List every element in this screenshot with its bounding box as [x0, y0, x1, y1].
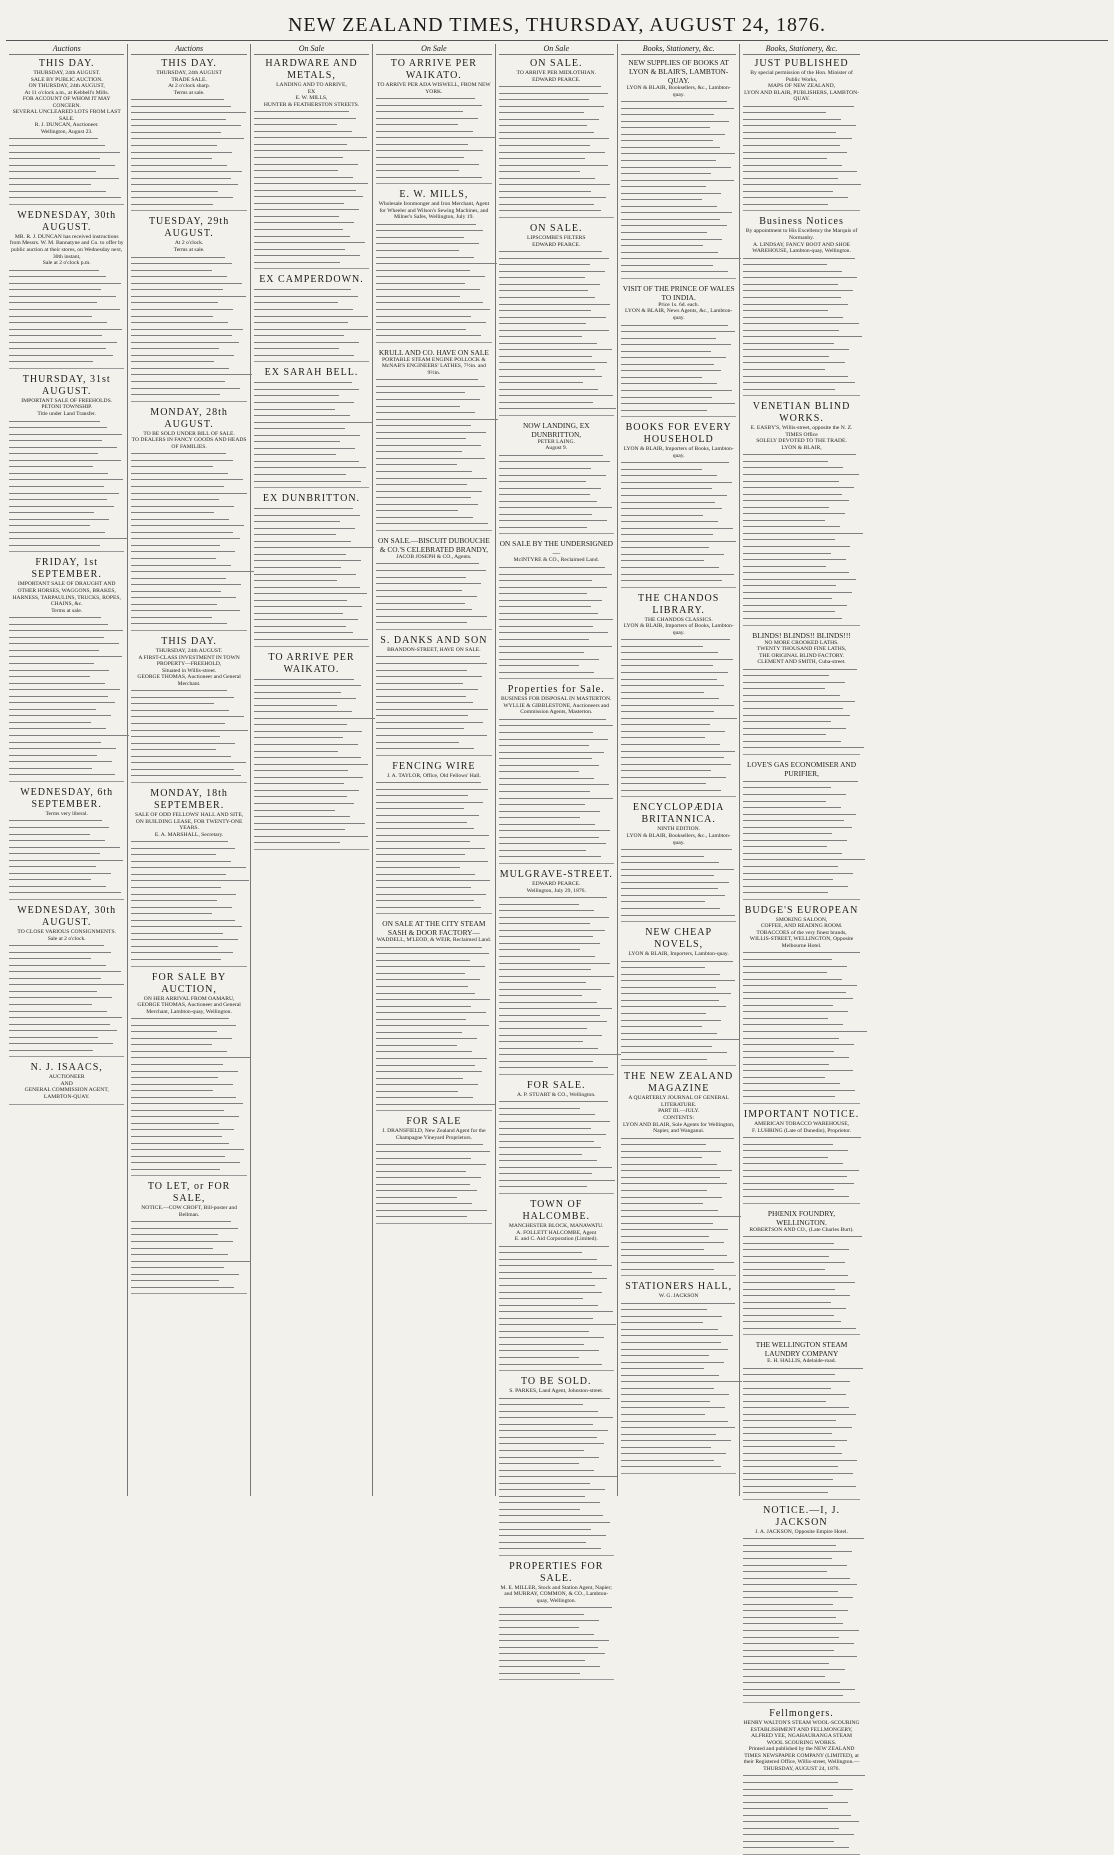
advertisement-line: WILLIS-STREET, WELLINGTON, Opposite Melbourne Hotel. — [749, 936, 854, 949]
advertisement-line: Situated in Willis-street. — [161, 667, 217, 674]
advertisement-heading: WEDNESDAY, 6th SEPTEMBER. — [20, 786, 114, 810]
advertisement-block — [743, 905, 859, 1104]
advertisement-line: AMERICAN TOBACCO WAREHOUSE, — [754, 1121, 850, 1128]
advertisement-block — [254, 652, 369, 850]
masthead-rule — [6, 40, 1108, 41]
text-line-decoration — [499, 207, 602, 214]
text-line-decoration — [9, 358, 93, 365]
footer-line: AUCTIONEER — [48, 1074, 85, 1081]
advertisement-line: TO ARRIVE PER MIDLOTHIAN. — [516, 70, 596, 76]
text-line-decoration — [131, 1284, 234, 1291]
advertisement-line: CONTENTS: — [663, 1115, 695, 1121]
advertisement-line: NINTH EDITION. — [657, 826, 701, 833]
advertisement-line: BRANDON-STREET, HAVE ON SALE. — [387, 646, 481, 653]
advertisement-block — [9, 210, 124, 369]
advertisement-line: MR. R. J. DUNCAN has received instructions from Messrs. W. M. Bannatyne and Co. to offer by public auction at their stores, on Wednesday next, 30th instant, — [9, 233, 124, 260]
advertisement-line: A QUARTERLY JOURNAL OF GENERAL LITERATURE. — [628, 1095, 729, 1108]
advertisement-heading: NEW CHEAP NOVELS, — [645, 927, 713, 951]
footer-line: LAMBTON-QUAY. — [43, 1094, 90, 1100]
text-line-decoration — [621, 1056, 708, 1063]
advertisement-block — [9, 787, 124, 900]
advertisement-line: LYON & BLAIR, News Agents, &c., Lambton-quay. — [625, 308, 733, 321]
text-line-decoration — [743, 889, 828, 896]
advertisement-block — [621, 1071, 736, 1276]
advertisement-line: IMPORTANT SALE OF DRAUGHT AND OTHER HORSES, WAGGONS, BRAKES, HARNESS, TARPAULINS, TRUCKS, ROPES, CHAINS, &c. — [12, 581, 121, 608]
advertisement-line: EX — [307, 88, 316, 95]
advertisement-block — [254, 58, 369, 269]
column-heading: Books, Stationery, &c. — [621, 44, 736, 55]
advertisement-line: Wholesale Ironmonger and Iron Merchant, Agent for Wheeler and Wilson's Sewing Machines, and Milner's Safes, Wellington, July 19. — [378, 201, 490, 221]
advertisement-line: By special permission of the Hon. Minister of Public Works, — [750, 70, 853, 83]
advertisement-line: E. EASBY'S, Willis-street, opposite the N. Z. TIMES Office — [750, 425, 853, 438]
advertisement-line: Wellington, July 29, 1876. — [526, 887, 586, 894]
column-5 — [496, 44, 618, 1604]
text-line-decoration — [499, 1670, 581, 1677]
advertisement-line: WADDELL, M'LEOD, & WEIR, Reclaimed Land. — [376, 937, 492, 944]
text-line-decoration — [621, 912, 735, 919]
advertisement-line: Terms at sale. — [173, 247, 205, 254]
text-line-decoration — [9, 771, 115, 778]
footer-line: AND — [60, 1080, 73, 1087]
advertisement-block — [743, 1340, 859, 1499]
advertisement-heading: VISIT OF THE PRINCE OF WALES TO INDIA. — [622, 283, 735, 302]
column-6 — [618, 44, 740, 1496]
advertisement-line: A. P. STUART & CO., Wellington. — [516, 1091, 596, 1098]
advertisement-line: Sale at 2 o'clock. — [47, 935, 86, 942]
advertisement-line: Terms at sale. — [51, 607, 83, 614]
advertisement-heading: WEDNESDAY, 30th AUGUST. — [17, 904, 117, 928]
advertisement-line: HUNTER & FEATHERSTON STREETS. — [263, 101, 360, 108]
advertisement-block — [131, 972, 246, 1177]
advertisement-block — [376, 761, 491, 914]
advertisement-line: LYON & BLAIR, Importers, Lambton-quay. — [628, 951, 729, 958]
advertisement-heading: NEW SUPPLIES OF BOOKS AT LYON & BLAIR'S, LAMBTON-QUAY. — [628, 58, 729, 85]
text-line-decoration — [254, 839, 341, 846]
advertisement-block — [499, 869, 614, 1075]
advertisement-line: A. FOLLETT HALCOMBE, Agent — [516, 1229, 597, 1236]
advertisement-line: August 9. — [545, 445, 568, 452]
advertisement-heading: THIS DAY. — [38, 58, 95, 69]
footer-advertisement — [9, 1062, 124, 1104]
advertisement-line: EDWARD PEARCE. — [532, 241, 581, 248]
advertisement-heading: TO ARRIVE PER WAIKATO. — [268, 651, 355, 675]
text-line-decoration — [743, 1489, 828, 1496]
text-line-decoration — [621, 268, 728, 275]
advertisement-heading: FENCING WIRE — [392, 760, 476, 772]
advertisement-block — [499, 1199, 614, 1371]
advertisement-line: THE CHANDOS CLASSICS. — [644, 616, 713, 623]
advertisement-block — [131, 58, 246, 211]
advertisement-line: TOBACCOES of the very finest brands, — [756, 929, 847, 936]
advertisement-heading: HARDWARE AND METALS, — [265, 58, 358, 81]
advertisement-heading: BLINDS! BLINDS!! BLINDS!!! — [752, 630, 851, 640]
advertisement-block — [499, 1376, 614, 1556]
footer-line: N. J. ISAACS, — [30, 1062, 103, 1074]
advertisement-block — [254, 274, 369, 362]
advertisement-block — [376, 536, 491, 630]
text-line-decoration — [131, 772, 241, 779]
text-line-decoration — [499, 669, 595, 676]
advertisement-heading: WEDNESDAY, 30th AUGUST. — [17, 209, 117, 233]
text-line-decoration — [743, 1325, 856, 1332]
advertisement-block — [743, 1109, 859, 1204]
advertisement-heading: THURSDAY, 31st AUGUST. — [22, 373, 111, 397]
text-line-decoration — [131, 1166, 220, 1173]
advertisement-heading: JUST PUBLISHED — [754, 58, 849, 69]
text-line-decoration — [743, 201, 828, 208]
advertisement-block — [376, 1116, 491, 1224]
advertisement-heading: FOR SALE. — [527, 1079, 586, 1091]
advertisement-line: Wellington, August 23. — [40, 128, 93, 135]
text-line-decoration — [254, 352, 354, 359]
advertisement-heading: MONDAY, 28th AUGUST. — [150, 406, 228, 430]
advertisement-line: ON HER ARRIVAL FROM OAMARU, — [143, 995, 235, 1002]
advertisement-line: At 2 o'clock. — [174, 240, 204, 247]
text-line-decoration — [254, 636, 368, 643]
advertisement-heading: PROPERTIES FOR SALE. — [509, 1560, 604, 1584]
advertisement-line: EDWARD PEARCE. — [532, 76, 581, 83]
advertisement-line: E. and C. Aid Corporation (Limited). — [514, 1236, 598, 1243]
advertisement-heading: FOR SALE BY AUCTION, — [151, 971, 227, 995]
advertisement-block — [621, 422, 736, 587]
advertisement-line: J. A. TAYLOR, Office, Old Fellows' Hall. — [386, 772, 481, 779]
advertisement-heading: TO BE SOLD. — [520, 1376, 592, 1388]
text-line-decoration — [254, 478, 361, 485]
advertisement-heading: EX SARAH BELL. — [264, 367, 359, 379]
advertisement-block — [376, 635, 491, 756]
advertisement-heading: IMPORTANT NOTICE. — [743, 1109, 860, 1121]
text-line-decoration — [376, 904, 481, 911]
columns — [6, 44, 1108, 1772]
advertisement-block — [9, 557, 124, 781]
advertisement-block — [499, 539, 614, 679]
advertisement-heading: FOR SALE — [406, 1116, 462, 1128]
advertisement-line: LYON AND BLAIR, PUBLISHERS, LAMBTON-QUAY. — [744, 89, 860, 103]
advertisement-block — [499, 223, 614, 416]
advertisement-line: TO BE SOLD UNDER BILL OF SALE. — [143, 430, 235, 437]
advertisement-line: LYON & BLAIR, Booksellers, &c., Lambton-quay. — [626, 832, 731, 846]
advertisement-heading: FRIDAY, 1st SEPTEMBER. — [31, 557, 102, 581]
advertisement-line: TRADE SALE. — [171, 76, 207, 83]
advertisement-line: Price 1s. 6d. each. — [658, 301, 699, 308]
advertisement-line: McINTYRE & CO., Reclaimed Land. — [513, 557, 599, 564]
advertisement-block — [499, 1080, 614, 1194]
advertisement-line: WYLLIE & GIBBLESTONE, Auctioneers and Commission Agents, Masterton. — [503, 702, 610, 716]
text-line-decoration — [743, 1193, 849, 1200]
advertisement-line: MANCHESTER BLOCK, MANAWATU. — [508, 1223, 604, 1230]
advertisement-block — [9, 905, 124, 1057]
text-line-decoration — [376, 1213, 467, 1220]
advertisement-line: Terms at sale. — [173, 89, 205, 96]
advertisement-block — [621, 593, 736, 798]
advertisement-heading: TOWN OF HALCOMBE. — [522, 1199, 591, 1223]
advertisement-block — [621, 284, 736, 417]
advertisement-line: PORTABLE STEAM ENGINE POLLOCK & McNAB'S ENGINEERS' LATHES, 7½in. and 9½in. — [381, 356, 486, 376]
advertisement-heading: THE WELLINGTON STEAM LAUNDRY COMPANY — [755, 1340, 848, 1359]
advertisement-heading: EX DUNBRITTON. — [262, 493, 361, 505]
text-line-decoration — [743, 1844, 849, 1851]
advertisement-heading: PHŒNIX FOUNDRY, WELLINGTON. — [767, 1208, 836, 1227]
text-line-decoration — [621, 1463, 721, 1470]
advertisement-heading: THIS DAY. — [161, 636, 217, 648]
advertisement-line: PETER LAING. — [537, 438, 575, 445]
advertisement-line: At 2 o'clock sharp. — [168, 83, 211, 90]
text-line-decoration — [499, 1545, 602, 1552]
text-line-decoration — [376, 174, 482, 181]
advertisement-block — [131, 788, 246, 967]
advertisement-block — [9, 374, 124, 553]
advertisement-heading: VENETIAN BLIND WORKS. — [752, 401, 851, 425]
advertisement-line: SALE OF ODD FELLOWS' HALL AND SITE, ON BUILDING LEASE, FOR TWENTY-ONE YEARS. — [135, 811, 244, 832]
advertisement-line: LIPSCOMBE'S FILTERS — [527, 235, 586, 242]
advertisement-line: LYON & BLAIR, Booksellers, &c., Lambton-quay. — [626, 85, 731, 98]
text-line-decoration — [621, 577, 722, 584]
text-line-decoration — [9, 889, 121, 896]
advertisement-line: SMOKING SALOON, — [775, 916, 828, 923]
text-line-decoration — [376, 332, 481, 339]
advertisement-line: E. W. MILLS, — [295, 95, 328, 102]
advertisement-line: TWENTY THOUSAND FINE LATHS, — [756, 646, 847, 653]
advertisement-line: ROBERTSON AND CO., (Late Charles Burt). — [749, 1226, 854, 1233]
advertisement-heading: BOOKS FOR EVERY HOUSEHOLD — [625, 422, 732, 446]
advertisement-line: PART III.—JULY. — [658, 1108, 700, 1115]
text-line-decoration — [376, 745, 474, 752]
advertisement-heading: Business Notices — [759, 216, 844, 228]
text-line-decoration — [254, 259, 341, 266]
column-heading: On Sale — [376, 44, 491, 55]
advertisement-heading: ON SALE. — [530, 223, 583, 235]
column-1 — [6, 44, 128, 1496]
text-line-decoration — [499, 853, 602, 860]
advertisement-line: THURSDAY, 24th AUGUST — [156, 70, 222, 76]
advertisement-line: LYON AND BLAIR, Sole Agents for Wellington, Napier, and Wanganui. — [622, 1121, 735, 1135]
advertisement-block — [254, 493, 369, 646]
text-line-decoration — [621, 407, 708, 414]
advertisement-line: NO MORE CROOKED LATHS. — [764, 639, 839, 646]
advertisement-line: JACOB JOSEPH & CO., Agents. — [396, 553, 472, 560]
column-heading: Books, Stationery, &c. — [743, 44, 859, 55]
advertisement-block — [621, 1281, 736, 1474]
advertisement-block — [743, 58, 859, 211]
text-line-decoration — [499, 1064, 609, 1071]
text-line-decoration — [376, 520, 488, 527]
advertisement-line: TO ARRIVE PER ADA WISWELL, FROM NEW YORK. — [377, 82, 491, 95]
advertisement-line: CLEMENT AND SMITH, Cuba-street. — [757, 659, 846, 666]
text-line-decoration — [621, 787, 721, 794]
advertisement-heading: THIS DAY. — [161, 58, 217, 69]
footer-line: GENERAL COMMISSION AGENT, — [24, 1087, 109, 1094]
advertisement-heading: BUDGE'S EUROPEAN — [744, 904, 859, 916]
advertisement-line: SOLELY DEVOTED TO THE TRADE. — [756, 438, 847, 445]
text-line-decoration — [376, 1101, 496, 1108]
advertisement-heading: ON SALE.—BISCUIT DUBOUCHE & CO.'S CELEBRATED BRANDY, — [377, 535, 490, 554]
advertisement-block — [743, 760, 859, 900]
advertisement-line: F. LUHRING (Late of Dunedin), Proprietor. — [752, 1127, 852, 1134]
advertisement-block — [376, 58, 491, 184]
text-line-decoration — [9, 1047, 93, 1054]
column-2 — [128, 44, 250, 1496]
advertisement-line: LYON & BLAIR, — [781, 444, 822, 451]
advertisement-line: Title under Land Transfer. — [37, 410, 96, 417]
advertisement-heading: Fellmongers. — [769, 1708, 834, 1720]
advertisement-line: Terms very liberal. — [45, 810, 88, 817]
column-heading: On Sale — [499, 44, 614, 55]
advertisement-line: BUSINESS FOR DISPOSAL IN MASTERTON. — [501, 696, 612, 703]
advertisement-line: HENRY WALTON'S STEAM WOOL-SCOURING ESTABLISHMENT AND FELLMONGERY, — [743, 1720, 860, 1733]
advertisement-line: COFFEE, AND READING ROOM. — [760, 923, 843, 930]
advertisement-line: J. A. JACKSON, Opposite Empire Hotel. — [755, 1528, 848, 1535]
text-line-decoration — [499, 405, 617, 412]
advertisement-line: S. PARKES, Land Agent, Johnston-street. — [509, 1388, 604, 1395]
advertisement-line: A FIRST-CLASS INVESTMENT IN TOWN PROPERTY—FREEHOLD, — [138, 654, 240, 668]
advertisement-heading: NOTICE.—I, J. JACKSON — [763, 1504, 840, 1528]
advertisement-block — [254, 367, 369, 488]
advertisement-block — [131, 407, 246, 631]
advertisement-block — [499, 684, 614, 864]
text-line-decoration — [131, 956, 221, 963]
advertisement-line: LANDING AND TO ARRIVE, — [276, 82, 347, 88]
advertisement-block — [621, 802, 736, 922]
advertisement-heading: ON SALE BY THE UNDERSIGNED— — [499, 539, 613, 558]
advertisement-line: THURSDAY, 24th AUGUST. — [33, 70, 101, 76]
advertisement-line: M. E. MILLER, Stock and Station Agent, Napier; and MURRAY, COMMON, & CO., Lambton-quay, Wellington. — [500, 1584, 612, 1604]
advertisement-heading: E. W. MILLS, — [399, 189, 469, 201]
column-4 — [373, 44, 495, 1496]
advertisement-block — [9, 58, 124, 205]
advertisement-block — [621, 927, 736, 1066]
advertisement-heading: EX CAMPERDOWN. — [259, 274, 364, 286]
advertisement-line: Sale at 2 o'clock p.m. — [42, 260, 91, 267]
advertisement-line: SALE BY PUBLIC AUCTION. — [30, 76, 103, 83]
column-3 — [251, 44, 373, 1496]
advertisement-line: TO DEALERS IN FANCY GOODS AND HEADS OF FAMILIES. — [131, 437, 247, 450]
advertisement-block — [499, 421, 614, 535]
advertisement-block — [743, 1708, 859, 1855]
text-line-decoration — [376, 619, 467, 626]
text-line-decoration — [499, 1183, 588, 1190]
advertisement-line: LYON & BLAIR, Importers of Books, Lambton-quay. — [623, 446, 734, 459]
advertisement-block — [376, 348, 491, 531]
advertisement-heading: S. DANKS AND SON — [380, 634, 488, 646]
text-line-decoration — [131, 201, 213, 208]
advertisement-block — [743, 401, 859, 625]
advertisement-line: EDWARD PEARCE. — [532, 880, 581, 887]
advertisement-heading: Properties for Sale. — [507, 684, 605, 696]
advertisement-line: SEVERAL UNCLEARED LOTS FROM LAST SALE. — [12, 109, 121, 122]
advertisement-block — [131, 216, 246, 401]
advertisement-line: FOR ACCOUNT OF WHOM IT MAY CONCERN. — [22, 96, 111, 109]
advertisement-block — [743, 1505, 859, 1703]
advertisement-heading: ENCYCLOPÆDIA BRITANNICA. — [632, 802, 725, 826]
text-line-decoration — [9, 194, 121, 201]
advertisement-line: GEORGE THOMAS, Auctioneer and General Merchant, Lambton-quay, Wellington. — [137, 1002, 241, 1015]
advertisement-line: A. LINDSAY, FANCY BOOT AND SHOE WAREHOUSE, Lambton-quay, Wellington. — [752, 241, 851, 255]
column-heading: On Sale — [254, 44, 369, 55]
advertisement-line: E. H. HALLIS, Adelaide-road. — [767, 1358, 836, 1365]
advertisement-line: Printed and published by the NEW ZEALAND TIMES NEWSPAPER COMPANY (LIMITED), at their Registered Office, Willis-street, Wellington.—THURSDAY, AUGUST 24, 1876. — [743, 1746, 860, 1772]
advertisement-line: GEORGE THOMAS, Auctioneer and General Merchant. — [137, 674, 241, 687]
text-line-decoration — [621, 1266, 714, 1273]
advertisement-heading: TO LET, or FOR SALE, — [147, 1181, 231, 1205]
advertisement-heading: NOW LANDING, EX DUNBRITTON, — [522, 420, 590, 439]
advertisement-heading: MONDAY, 18th SEPTEMBER. — [150, 787, 228, 811]
text-line-decoration — [743, 744, 864, 751]
text-line-decoration — [743, 386, 835, 393]
text-line-decoration — [743, 1093, 835, 1100]
advertisement-block — [743, 1209, 859, 1336]
advertisement-heading: MULGRAVE-STREET. — [499, 868, 613, 880]
column-heading: Auctions — [9, 44, 124, 55]
advertisement-line: NOTICE.—COW CROFT, Bill-poster and Bellman. — [141, 1205, 237, 1218]
advertisement-line: IMPORTANT SALE OF FREEHOLDS. — [21, 397, 113, 404]
advertisement-heading: TUESDAY, 29th AUGUST. — [148, 216, 230, 240]
advertisement-line: TO CLOSE VARIOUS CONSIGNMENTS. — [17, 928, 116, 935]
column-7 — [740, 44, 862, 1772]
advertisement-line: W. G. JACKSON — [658, 1293, 699, 1300]
advertisement-heading: LOVE'S GAS ECONOMISER AND PURIFIER, — [746, 759, 857, 778]
text-line-decoration — [743, 615, 842, 622]
advertisement-heading: STATIONERS HALL, — [625, 1281, 733, 1293]
advertisement-heading: THE NEW ZEALAND MAGAZINE — [624, 1071, 734, 1095]
advertisement-block — [376, 189, 491, 342]
advertisement-line: E. A. MARSHALL, Secretary. — [154, 831, 224, 838]
advertisement-block — [499, 1561, 614, 1681]
text-line-decoration — [131, 391, 220, 398]
advertisement-line: THE ORIGINAL BLIND FACTORY. — [759, 652, 845, 659]
advertisement-line: LYON & BLAIR, Importers of Books, Lambton-quay. — [623, 623, 734, 636]
advertisement-heading: KRULL AND CO. HAVE ON SALE — [378, 347, 489, 357]
advertisement-block — [743, 216, 859, 396]
advertisement-line: At 11 o'clock a.m., at Kebbell's Mills. — [24, 89, 109, 96]
advertisement-block — [131, 1181, 246, 1294]
advertisement-line: MAPS OF NEW ZEALAND, — [768, 83, 836, 90]
text-line-decoration — [131, 620, 227, 627]
advertisement-line: PETONI TOWNSHIP. — [41, 404, 93, 411]
advertisement-block — [621, 58, 736, 279]
advertisement-block — [743, 631, 859, 755]
advertisement-block — [499, 58, 614, 218]
advertisement-heading: THE CHANDOS LIBRARY. — [638, 592, 720, 616]
advertisement-heading: TO ARRIVE PER WAIKATO. — [390, 58, 477, 81]
masthead-title: NEW ZEALAND TIMES, THURSDAY, AUGUST 24, 1876. — [287, 14, 826, 36]
advertisement-line: ON THURSDAY, 24th AUGUST, — [28, 83, 105, 90]
text-line-decoration — [743, 1692, 843, 1699]
advertisement-line: By appointment to His Excellency the Marquis of Normanby. — [745, 228, 858, 242]
advertisement-heading: ON SALE. — [530, 58, 583, 69]
advertisement-line: R. J. DUNCAN, Auctioneer. — [34, 122, 99, 129]
text-line-decoration — [9, 542, 100, 549]
column-heading: Auctions — [131, 44, 246, 55]
advertisement-line: THURSDAY, 24th AUGUST. — [155, 648, 223, 655]
advertisement-heading: ON SALE AT THE CITY STEAM SASH & DOOR FACTORY— — [382, 919, 486, 938]
advertisement-block — [131, 636, 246, 783]
advertisement-line: ALFRED YEE, NGAHAURANGA STEAM WOOL SCOURING WORKS. — [751, 1733, 852, 1746]
advertisement-block — [376, 919, 491, 1111]
text-line-decoration — [499, 524, 588, 531]
advertisement-line: J. DRANSFIELD, New Zealand Agent for the Champagne Vineyard Proprietors. — [382, 1128, 486, 1141]
text-line-decoration — [499, 1361, 603, 1368]
